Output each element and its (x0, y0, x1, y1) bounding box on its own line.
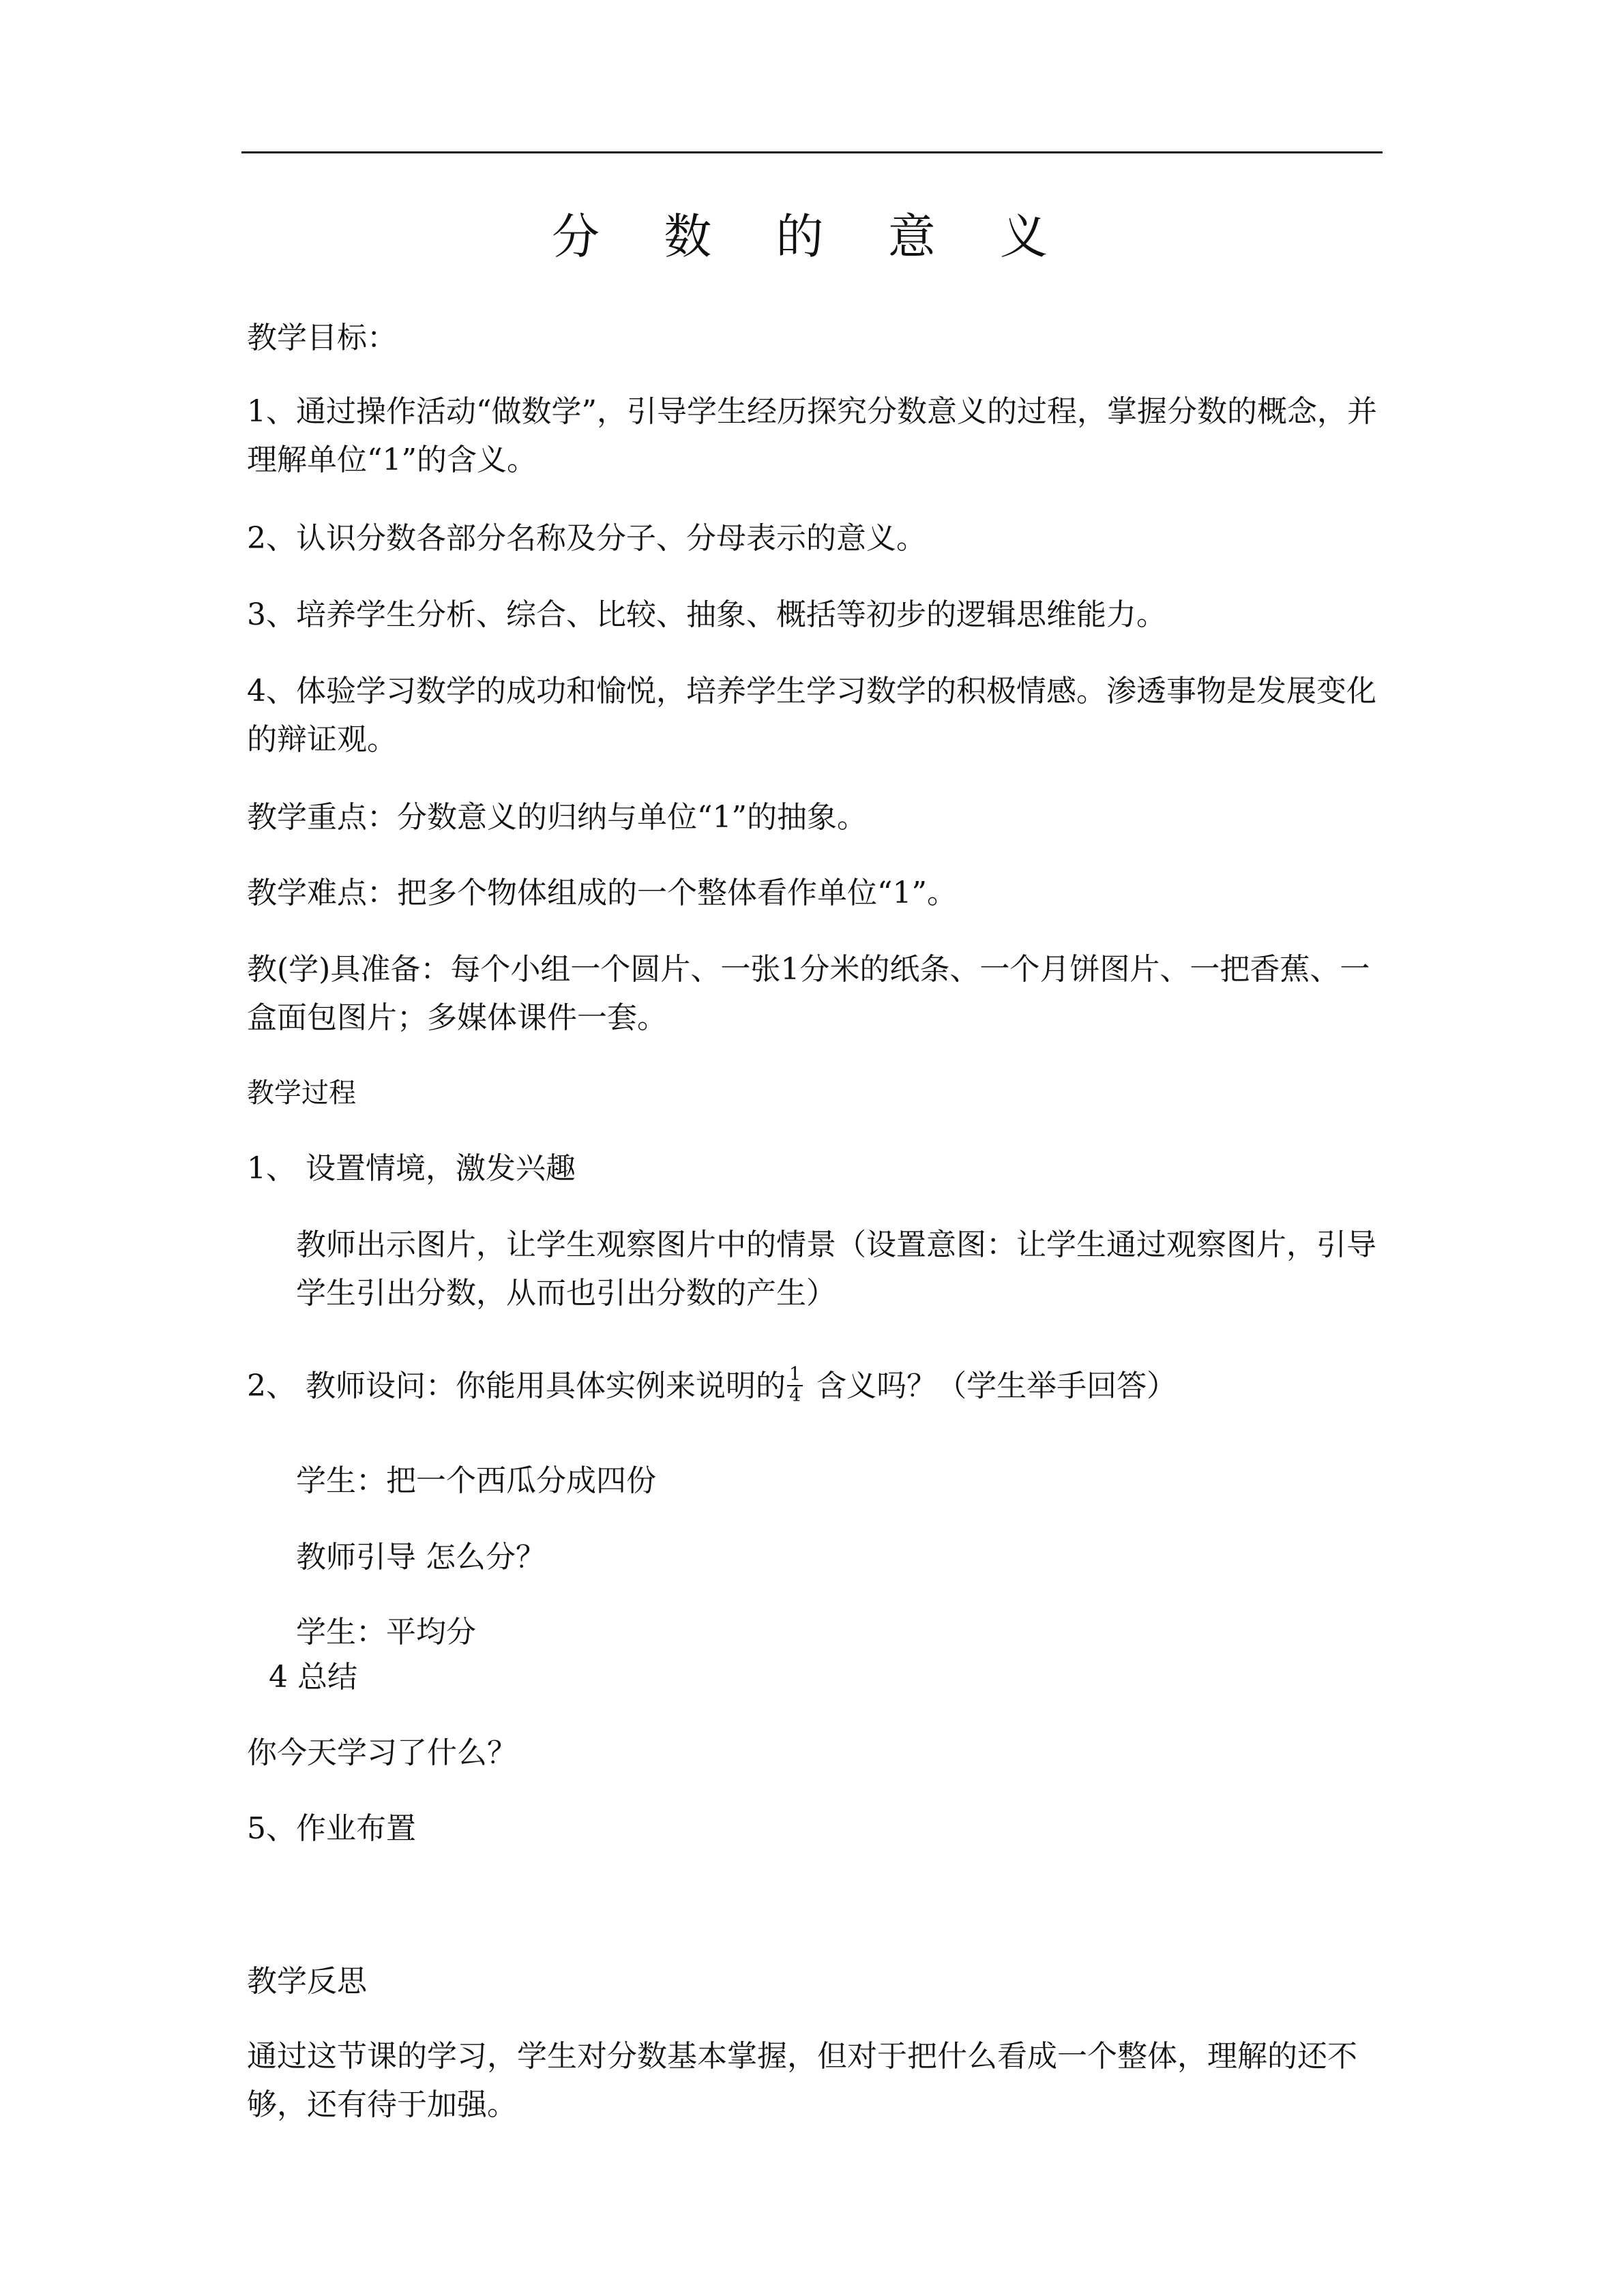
objective-3: 3、培养学生分析、综合、比较、抽象、概括等初步的逻辑思维能力。 (247, 597, 1166, 632)
key-point: 教学重点：分数意义的归纳与单位“1”的抽象。 (247, 800, 867, 835)
page-title: 分 数 的 意 义 (551, 209, 1072, 265)
objectives-heading: 教学目标： (247, 320, 397, 355)
objective-4: 4、体验学习数学的成功和愉悦，培养学生学习数学的积极情感。渗透事物是发展变化的辩证观。 (247, 674, 1376, 757)
objective-1: 1、通过操作活动“做数学”，引导学生经历探究分数意义的过程，掌握分数的概念，并理解单位“1”的含义。 (247, 394, 1377, 477)
teacher-guide: 教师引导 怎么分？ (296, 1540, 546, 1575)
summary-question: 你今天学习了什么？ (247, 1735, 517, 1770)
step-5: 5、作业布置 (247, 1811, 416, 1846)
materials: 教(学)具准备：每个小组一个圆片、一张1分米的纸条、一个月饼图片、一把香蕉、一盒面包图片；多媒体课件一套。 (247, 952, 1370, 1035)
step-1-detail: 教师出示图片，让学生观察图片中的情景（设置意图：让学生通过观察图片，引导学生引出分数，从而也引出分数的产生） (296, 1227, 1376, 1311)
reflection-text: 通过这节课的学习，学生对分数基本掌握，但对于把什么看成一个整体，理解的还不够，还有待于加强。 (247, 2039, 1357, 2122)
step-1: 1、 设置情境，激发兴趣 (247, 1151, 576, 1186)
process-heading: 教学过程 (247, 1077, 356, 1109)
student-answer-2: 学生：平均分 (296, 1615, 476, 1650)
header-rule (241, 151, 1383, 153)
fraction-denominator: 4 (788, 1384, 801, 1406)
step-4: 4 总结 (269, 1660, 357, 1695)
difficult-point: 教学难点：把多个物体组成的一个整体看作单位“1”。 (247, 876, 957, 910)
objective-2: 2、认识分数各部分名称及分子、分母表示的意义。 (247, 521, 926, 556)
step-2 (247, 1362, 1379, 1410)
fraction-numerator: 1 (787, 1365, 803, 1386)
step-2-text-before: 2、 教师设问：你能用具体实例来说明的 (247, 1369, 786, 1403)
reflection-heading: 教学反思 (247, 1964, 367, 1999)
step-2-text-after: 含义吗？（学生举手回答） (807, 1369, 1177, 1403)
fraction-one-quarter (787, 1365, 803, 1405)
student-answer-1: 学生：把一个西瓜分成四份 (296, 1463, 656, 1498)
